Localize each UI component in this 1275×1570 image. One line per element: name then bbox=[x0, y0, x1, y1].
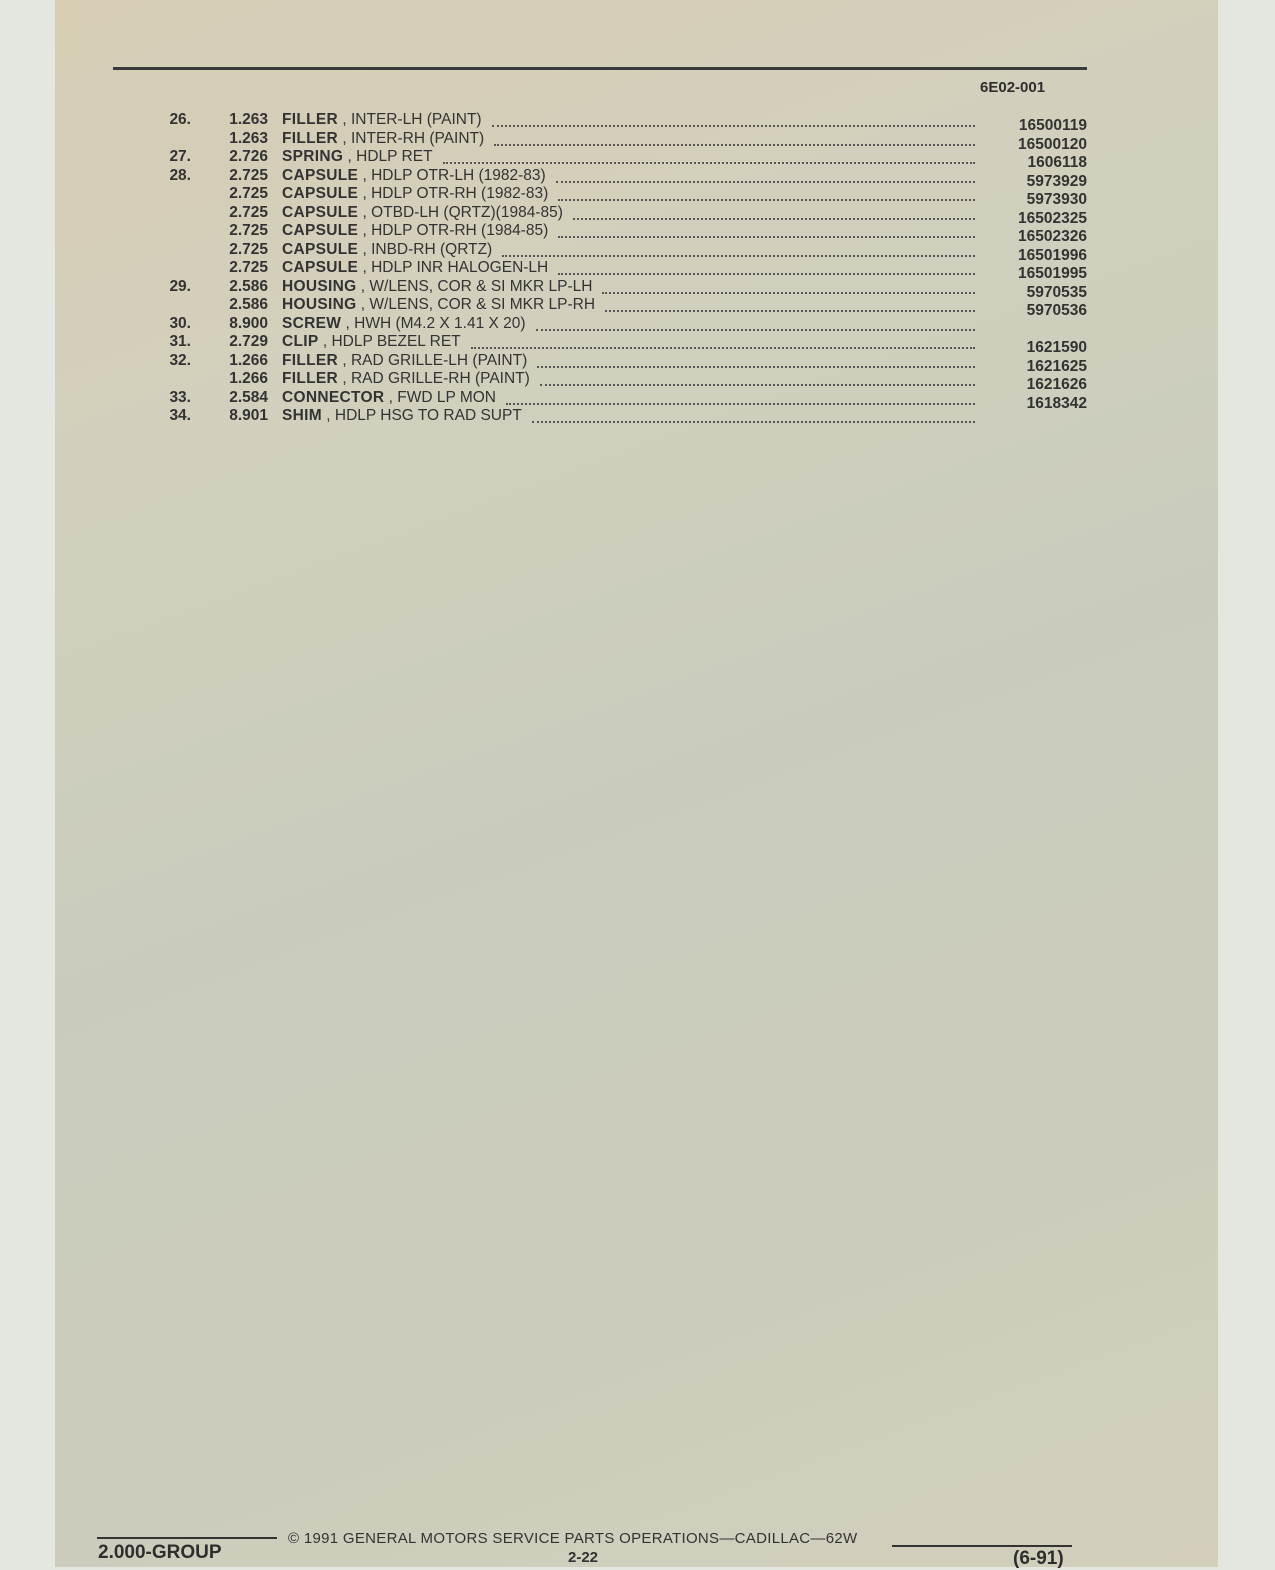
part-row bbox=[55, 333, 1218, 356]
catalog-page bbox=[55, 0, 1218, 1567]
part-name: SPRING bbox=[282, 148, 344, 165]
part-row bbox=[55, 148, 1218, 171]
part-name: FILLER bbox=[282, 351, 339, 369]
item-number: 28. bbox=[169, 166, 191, 184]
part-spec: , RAD GRILLE-LH (PAINT) bbox=[342, 351, 528, 369]
part-row bbox=[55, 296, 1218, 319]
part-description bbox=[282, 352, 527, 370]
part-description bbox=[282, 278, 592, 296]
part-number: 1606118 bbox=[1027, 154, 1087, 171]
footer-copyright: © 1991 GENERAL MOTORS SERVICE PARTS OPERATIONS—CADILLAC—62W bbox=[288, 1530, 858, 1547]
part-name: FILLER bbox=[282, 370, 339, 387]
part-description bbox=[282, 333, 461, 351]
part-description bbox=[282, 370, 530, 388]
part-description bbox=[282, 296, 595, 314]
part-spec: , HWH (M4.2 X 1.41 X 20) bbox=[345, 314, 526, 332]
part-row bbox=[55, 277, 1218, 301]
leader-dots bbox=[494, 130, 975, 146]
item-number: 27. bbox=[169, 148, 191, 165]
group-number: 1.263 bbox=[229, 111, 268, 128]
part-spec: , OTBD-LH (QRTZ)(1984-85) bbox=[362, 203, 563, 221]
part-name: FILLER bbox=[282, 129, 339, 147]
part-description bbox=[282, 241, 492, 259]
part-name: CAPSULE bbox=[282, 259, 359, 276]
part-row bbox=[55, 259, 1218, 282]
leader-dots bbox=[443, 148, 975, 164]
part-number: 16502325 bbox=[1018, 209, 1087, 227]
part-number: 16502326 bbox=[1018, 228, 1087, 245]
part-spec: , W/LENS, COR & SI MKR LP-LH bbox=[360, 277, 593, 295]
part-number: 1618342 bbox=[1026, 394, 1087, 412]
footer-rule-left bbox=[97, 1537, 277, 1539]
part-number: 5970535 bbox=[1026, 283, 1087, 301]
part-name: CAPSULE bbox=[282, 185, 359, 202]
group-number: 2.729 bbox=[229, 333, 268, 350]
part-row bbox=[55, 388, 1218, 412]
part-spec: , FWD LP MON bbox=[388, 388, 496, 406]
part-spec: , W/LENS, COR & SI MKR LP-RH bbox=[360, 296, 596, 313]
part-number: 16501996 bbox=[1018, 246, 1087, 264]
part-name: CAPSULE bbox=[282, 222, 359, 239]
part-number: 1621626 bbox=[1026, 376, 1087, 393]
top-rule bbox=[113, 67, 1087, 70]
leader-dots bbox=[471, 333, 975, 349]
footer-group: 2.000-GROUP bbox=[98, 1542, 222, 1563]
part-spec: , HDLP RET bbox=[347, 148, 433, 165]
part-description bbox=[282, 204, 563, 222]
part-name: CAPSULE bbox=[282, 166, 359, 184]
part-number: 5970536 bbox=[1026, 302, 1087, 319]
leader-dots bbox=[502, 241, 975, 257]
part-spec: , INBD-RH (QRTZ) bbox=[362, 240, 493, 258]
part-number: 16500119 bbox=[1018, 117, 1087, 134]
part-number: 1621590 bbox=[1026, 339, 1087, 356]
item-number: 32. bbox=[169, 351, 191, 369]
part-name: SCREW bbox=[282, 314, 342, 332]
part-number: 5973929 bbox=[1026, 172, 1087, 190]
part-name: CAPSULE bbox=[282, 203, 359, 221]
part-row bbox=[55, 407, 1218, 426]
group-number: 2.725 bbox=[229, 222, 268, 239]
group-number: 2.725 bbox=[229, 166, 268, 184]
part-name: CAPSULE bbox=[282, 240, 359, 258]
part-spec: , INTER-RH (PAINT) bbox=[342, 129, 485, 147]
leader-dots bbox=[537, 352, 975, 368]
part-name: CLIP bbox=[282, 333, 319, 350]
part-row bbox=[55, 185, 1218, 208]
part-row bbox=[55, 222, 1218, 245]
part-row bbox=[55, 315, 1218, 334]
part-description bbox=[282, 222, 548, 240]
part-row bbox=[55, 203, 1218, 227]
group-number: 8.900 bbox=[229, 314, 268, 332]
leader-dots bbox=[558, 185, 975, 201]
group-number: 1.263 bbox=[229, 129, 268, 147]
leader-dots bbox=[492, 111, 975, 127]
part-spec: , HDLP HSG TO RAD SUPT bbox=[326, 407, 522, 424]
item-number: 34. bbox=[169, 407, 191, 424]
doc-code: 6E02-001 bbox=[980, 79, 1046, 96]
group-number: 8.901 bbox=[229, 407, 268, 424]
part-spec: , RAD GRILLE-RH (PAINT) bbox=[342, 370, 530, 387]
leader-dots bbox=[540, 370, 975, 386]
part-number: 5973930 bbox=[1026, 191, 1087, 208]
footer-page-number: 2-22 bbox=[568, 1549, 599, 1566]
part-spec: , HDLP OTR-LH (1982-83) bbox=[362, 166, 546, 184]
part-description bbox=[282, 167, 546, 185]
part-number: 16500120 bbox=[1018, 135, 1087, 153]
part-description bbox=[282, 130, 484, 148]
item-number: 29. bbox=[169, 277, 191, 295]
part-spec: , HDLP OTR-RH (1982-83) bbox=[362, 185, 549, 202]
part-description bbox=[282, 148, 433, 166]
part-description bbox=[282, 407, 522, 425]
part-number: 1621625 bbox=[1026, 357, 1087, 375]
group-number: 1.266 bbox=[229, 351, 268, 369]
part-row bbox=[55, 351, 1218, 375]
group-number: 2.586 bbox=[229, 277, 268, 295]
part-number: 16501995 bbox=[1018, 265, 1087, 282]
group-number: 2.726 bbox=[229, 148, 268, 165]
part-name: SHIM bbox=[282, 407, 322, 424]
item-number: 33. bbox=[169, 388, 191, 406]
part-row bbox=[55, 370, 1218, 393]
group-number: 2.584 bbox=[229, 388, 268, 406]
leader-dots bbox=[536, 315, 975, 331]
part-description bbox=[282, 111, 482, 129]
footer-date: (6-91) bbox=[1013, 1548, 1064, 1569]
item-number: 26. bbox=[169, 111, 191, 128]
group-number: 2.725 bbox=[229, 240, 268, 258]
part-spec: , HDLP BEZEL RET bbox=[322, 333, 461, 350]
group-number: 2.725 bbox=[229, 203, 268, 221]
part-description bbox=[282, 389, 496, 407]
leader-dots bbox=[506, 389, 975, 405]
part-row bbox=[55, 166, 1218, 190]
part-name: CONNECTOR bbox=[282, 388, 385, 406]
part-row bbox=[55, 111, 1218, 134]
part-spec: , HDLP INR HALOGEN-LH bbox=[362, 259, 549, 276]
part-name: HOUSING bbox=[282, 296, 357, 313]
part-name: HOUSING bbox=[282, 277, 357, 295]
part-description bbox=[282, 315, 526, 333]
part-spec: , HDLP OTR-RH (1984-85) bbox=[362, 222, 549, 239]
group-number: 1.266 bbox=[229, 370, 268, 387]
leader-dots bbox=[532, 407, 975, 423]
group-number: 2.586 bbox=[229, 296, 268, 313]
group-number: 2.725 bbox=[229, 185, 268, 202]
part-row bbox=[55, 129, 1218, 153]
footer-rule-right bbox=[892, 1545, 1072, 1547]
leader-dots bbox=[558, 259, 975, 275]
part-row bbox=[55, 240, 1218, 264]
leader-dots bbox=[558, 222, 975, 238]
item-number: 31. bbox=[169, 333, 191, 350]
part-description bbox=[282, 259, 548, 277]
parts-list bbox=[55, 111, 1218, 426]
leader-dots bbox=[573, 204, 975, 220]
part-spec: , INTER-LH (PAINT) bbox=[342, 111, 482, 128]
group-number: 2.725 bbox=[229, 259, 268, 276]
item-number: 30. bbox=[169, 314, 191, 332]
part-name: FILLER bbox=[282, 111, 339, 128]
leader-dots bbox=[602, 278, 975, 294]
part-description bbox=[282, 185, 548, 203]
leader-dots bbox=[605, 296, 975, 312]
leader-dots bbox=[556, 167, 975, 183]
